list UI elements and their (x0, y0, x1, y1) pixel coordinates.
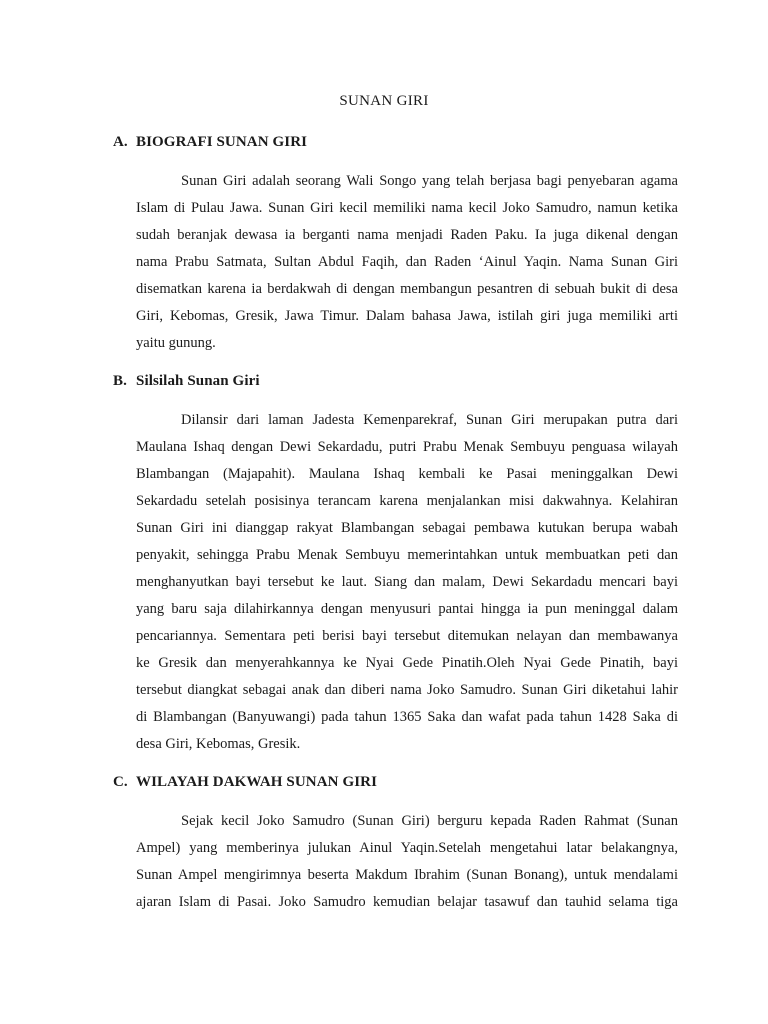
paragraph-line: pencariannya. Sementara peti berisi bayi tersebut ditemukan nelayan dan membawanya (136, 628, 678, 644)
paragraph-line: Sunan Giri ini dianggap rakyat Blambangan sebagai pembawa kutukan berupa wabah (136, 520, 678, 536)
section-c-heading (113, 774, 673, 791)
section-c-title: WILAYAH DAKWAH SUNAN GIRI (136, 774, 378, 790)
paragraph-line: Dilansir dari laman Jadesta Kemenparekraf, Sunan Giri merupakan putra dari (181, 412, 678, 428)
paragraph-line: Ampel) yang memberinya julukan Ainul Yaqin.Setelah mengetahui latar belakangnya, (136, 840, 678, 856)
paragraph-line: menghanyutkan bayi tersebut ke laut. Siang dan malam, Dewi Sekardadu mencari bayi (136, 574, 678, 590)
paragraph-line: desa Giri, Kebomas, Gresik. (136, 736, 301, 752)
section-b-heading (113, 373, 673, 390)
section-b-title: Silsilah Sunan Giri (136, 373, 260, 389)
paragraph-line: ke Gresik dan menyerahkannya ke Nyai Gede Pinatih.Oleh Nyai Gede Pinatih, bayi (136, 655, 678, 671)
paragraph-line: Sejak kecil Joko Samudro (Sunan Giri) berguru kepada Raden Rahmat (Sunan (181, 813, 678, 829)
paragraph-line: yang baru saja dilahirkannya dengan menyusuri pantai hingga ia pun meninggal dalam (136, 601, 678, 617)
section-b-paragraph (136, 407, 678, 758)
section-a-title: BIOGRAFI SUNAN GIRI (136, 134, 308, 150)
paragraph-line: Sunan Giri adalah seorang Wali Songo yang telah berjasa bagi penyebaran agama (181, 173, 678, 189)
paragraph-line: di Blambangan (Banyuwangi) pada tahun 1365 Saka dan wafat pada tahun 1428 Saka di (136, 709, 678, 725)
paragraph-line: Sunan Ampel mengirimnya beserta Makdum Ibrahim (Sunan Bonang), untuk mendalami (136, 867, 678, 883)
section-b-letter: B. (113, 373, 127, 389)
paragraph-line: Maulana Ishaq dengan Dewi Sekardadu, putri Prabu Menak Sembuyu penguasa wilayah (136, 439, 678, 455)
paragraph-line: penyakit, sehingga Prabu Menak Sembuyu memerintahkan untuk membuatkan peti dan (136, 547, 678, 563)
paragraph-line: yaitu gunung. (136, 335, 216, 351)
document-title: SUNAN GIRI (339, 93, 429, 109)
paragraph-line: Giri, Kebomas, Gresik, Jawa Timur. Dalam bahasa Jawa, istilah giri juga memiliki arti (136, 308, 678, 324)
paragraph-line: nama Prabu Satmata, Sultan Abdul Faqih, dan Raden ‘Ainul Yaqin. Nama Sunan Giri (136, 254, 678, 270)
section-a-letter: A. (113, 134, 128, 150)
paragraph-line: Blambangan (Majapahit). Maulana Ishaq kembali ke Pasai meninggalkan Dewi (136, 466, 678, 482)
paragraph-line: Islam di Pulau Jawa. Sunan Giri kecil memiliki nama kecil Joko Samudro, namun ketika (136, 200, 678, 216)
paragraph-line: tersebut diangkat sebagai anak dan diberi nama Joko Samudro. Sunan Giri diketahui lahir (136, 682, 678, 698)
section-c-letter: C. (113, 774, 128, 790)
paragraph-line: sudah beranjak dewasa ia berganti nama menjadi Raden Paku. Ia juga dikenal dengan (136, 227, 678, 243)
paragraph-line: Sekardadu setelah posisinya terancam karena menjalankan misi dakwahnya. Kelahiran (136, 493, 678, 509)
paragraph-line: disematkan karena ia berdakwah di dengan membangun pesantren di sebuah bukit di desa (136, 281, 678, 297)
paragraph-line: ajaran Islam di Pasai. Joko Samudro kemudian belajar tasawuf dan tauhid selama tiga (136, 894, 678, 910)
section-a-paragraph (136, 168, 678, 357)
section-c-paragraph (136, 808, 678, 916)
section-a-heading (113, 134, 673, 151)
